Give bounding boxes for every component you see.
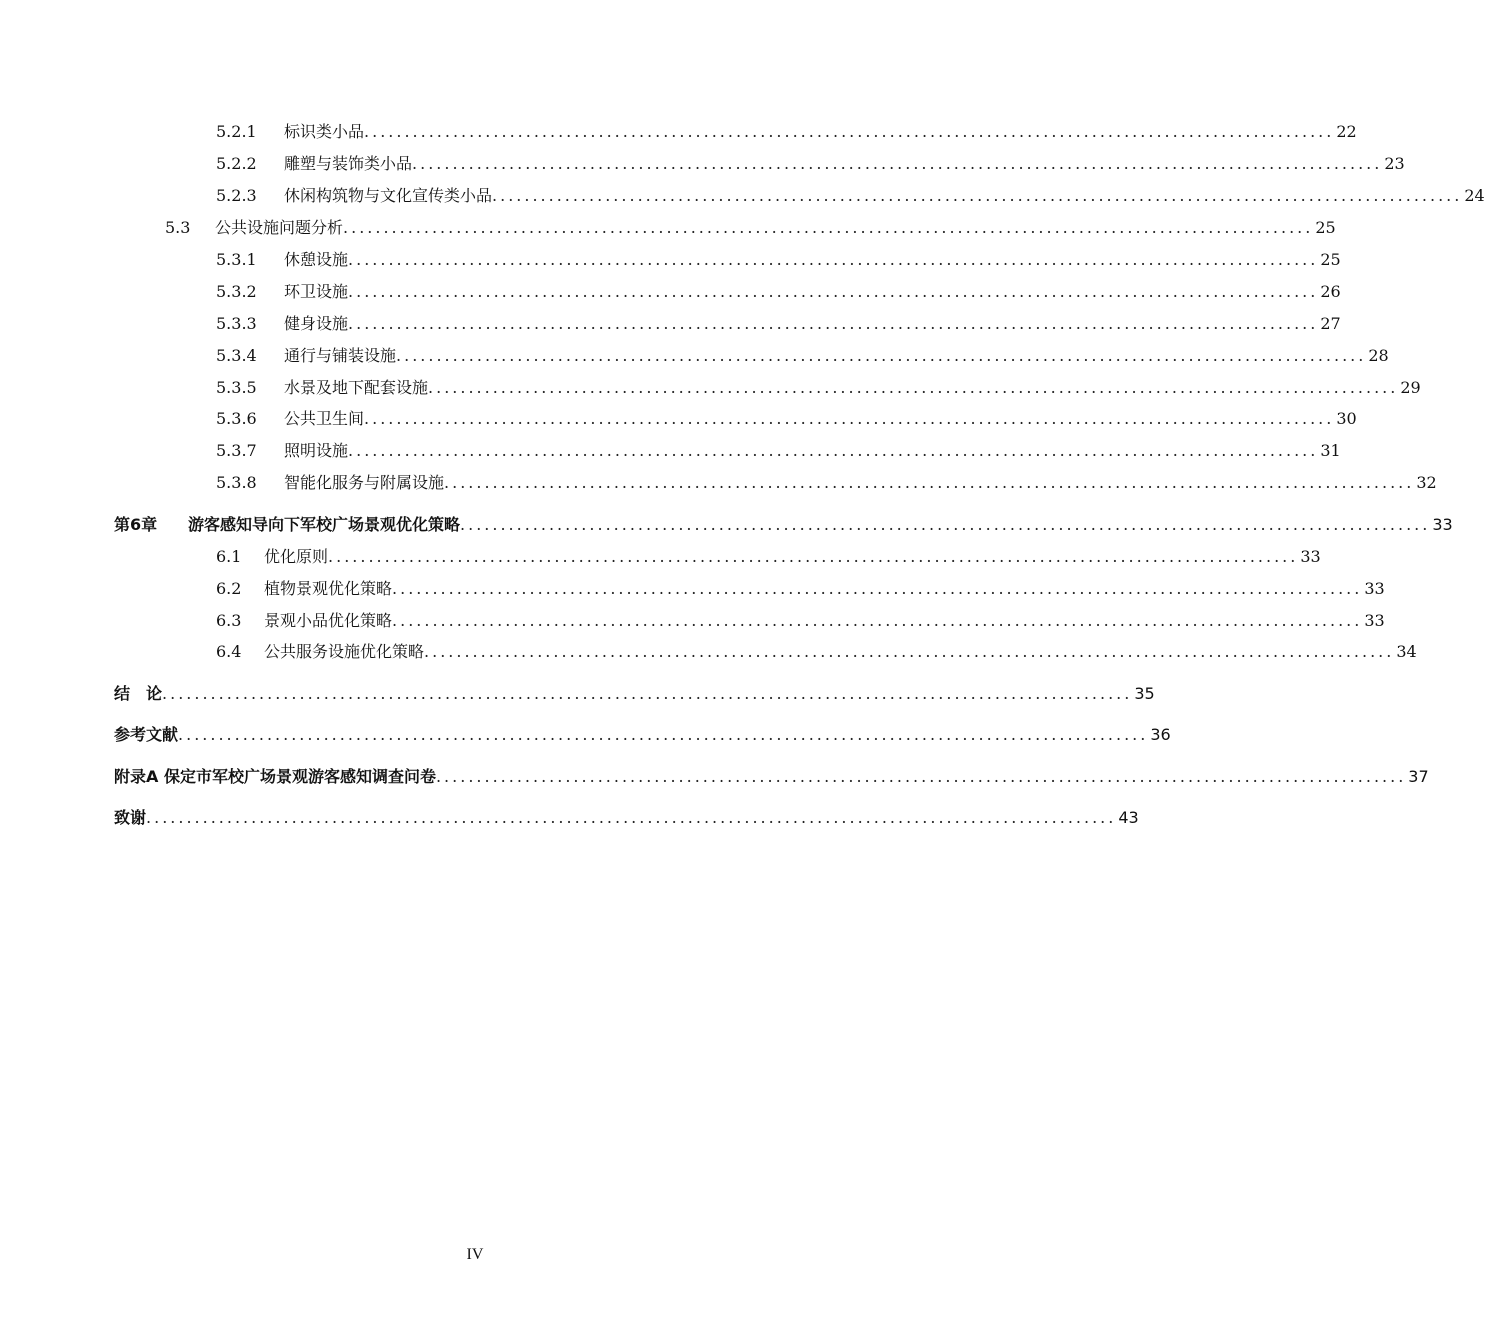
toc-entry-page: 30 bbox=[1336, 409, 1357, 428]
toc-entry-number: 第6章 bbox=[114, 515, 158, 534]
toc-entry-page: 25 bbox=[1315, 218, 1336, 237]
toc-entry-number: 5.2.3 bbox=[216, 186, 257, 205]
toc-entry-page: 32 bbox=[1416, 473, 1437, 492]
toc-leader-dots: ........................................................................................................................ bbox=[364, 409, 1335, 428]
toc-entry-page: 28 bbox=[1368, 346, 1389, 365]
toc-entry[interactable] bbox=[216, 342, 1389, 366]
toc-leader-dots: ........................................................................................................................ bbox=[146, 808, 1117, 827]
toc-entry[interactable] bbox=[216, 607, 1385, 631]
toc-entry-title: 水景及地下配套设施 bbox=[284, 378, 429, 397]
toc-entry-number: 5.3.6 bbox=[216, 409, 257, 428]
toc-entry-number: 5.3.8 bbox=[216, 473, 257, 492]
toc-entry-title: 游客感知导向下军校广场景观优化策略 bbox=[188, 515, 461, 534]
toc-leader-dots: ........................................................................................................................ bbox=[396, 346, 1367, 365]
toc-entry-chapter[interactable] bbox=[114, 511, 1453, 535]
toc-entry-number: 5.3.4 bbox=[216, 346, 257, 365]
toc-entry-number: 5.3.2 bbox=[216, 282, 257, 301]
toc-leader-dots: ........................................................................................................................ bbox=[435, 767, 1407, 786]
toc-entry-number: 6.2 bbox=[216, 579, 242, 598]
toc-entry-page: 34 bbox=[1396, 642, 1417, 661]
toc-leader-dots: ........................................................................................................................ bbox=[178, 725, 1149, 744]
toc-leader-dots: ........................................................................................................................ bbox=[162, 684, 1133, 703]
toc-entry[interactable] bbox=[165, 214, 1336, 238]
toc-entry-page: 33 bbox=[1364, 579, 1385, 598]
toc-entry-number: 5.2.2 bbox=[216, 154, 257, 173]
toc-leader-dots: ........................................................................................................................ bbox=[348, 314, 1319, 333]
toc-leader-dots: ........................................................................................................................ bbox=[460, 515, 1431, 534]
toc-leader-dots: ........................................................................................................................ bbox=[348, 441, 1319, 460]
toc-entry[interactable] bbox=[216, 246, 1341, 270]
toc-entry-title: 休憩设施 bbox=[284, 250, 349, 269]
toc-entry-number: 5.2.1 bbox=[216, 122, 257, 141]
toc-entry-acknowledgements[interactable] bbox=[114, 804, 1139, 828]
toc-entry-title: 致谢 bbox=[114, 808, 147, 827]
toc-entry[interactable] bbox=[216, 543, 1321, 567]
toc-leader-dots: ........................................................................................................................ bbox=[424, 642, 1395, 661]
toc-entry[interactable] bbox=[216, 310, 1341, 334]
toc-leader-dots: ........................................................................................................................ bbox=[412, 154, 1383, 173]
toc-entry-title: 公共设施问题分析 bbox=[215, 218, 344, 237]
toc-entry-page: 36 bbox=[1150, 725, 1171, 744]
toc-entry-number: 6.1 bbox=[216, 547, 242, 566]
toc-entry-title: 环卫设施 bbox=[284, 282, 349, 301]
toc-entry-title: 健身设施 bbox=[284, 314, 349, 333]
toc-entry-page: 29 bbox=[1400, 378, 1421, 397]
toc-entry-number: 5.3.5 bbox=[216, 378, 257, 397]
toc-entry-title: 照明设施 bbox=[284, 441, 349, 460]
toc-leader-dots: ........................................................................................................................ bbox=[392, 611, 1363, 630]
toc-entry-page: 22 bbox=[1336, 122, 1357, 141]
toc-entry[interactable] bbox=[216, 150, 1405, 174]
toc-entry-title: 通行与铺装设施 bbox=[284, 346, 397, 365]
toc-entry[interactable] bbox=[216, 278, 1341, 302]
toc-entry-title: 参考文献 bbox=[114, 725, 179, 744]
toc-entry-number: 5.3.3 bbox=[216, 314, 257, 333]
toc-entry-title: 植物景观优化策略 bbox=[264, 579, 393, 598]
toc-entry-page: 23 bbox=[1384, 154, 1405, 173]
page-number-footer: IV bbox=[466, 1246, 484, 1263]
toc-leader-dots: ........................................................................................................................ bbox=[348, 282, 1319, 301]
toc-entry-appendix[interactable] bbox=[114, 763, 1429, 787]
toc-entry-title: 结 论 bbox=[114, 684, 163, 703]
toc-entry-title: 景观小品优化策略 bbox=[264, 611, 393, 630]
toc-entry-number: 5.3 bbox=[165, 218, 191, 237]
toc-entry-title: 标识类小品 bbox=[284, 122, 365, 141]
toc-entry[interactable] bbox=[216, 118, 1357, 142]
toc-entry[interactable] bbox=[216, 575, 1385, 599]
toc-entry-page: 33 bbox=[1432, 515, 1453, 534]
toc-entry[interactable] bbox=[216, 374, 1421, 398]
toc-entry[interactable] bbox=[216, 469, 1437, 493]
toc-entry-page: 37 bbox=[1408, 767, 1429, 786]
toc-entry-page: 27 bbox=[1320, 314, 1341, 333]
toc-leader-dots: ........................................................................................................................ bbox=[492, 186, 1463, 205]
toc-entry-title: 智能化服务与附属设施 bbox=[284, 473, 445, 492]
toc-entry-page: 31 bbox=[1320, 441, 1341, 460]
toc-leader-dots: ........................................................................................................................ bbox=[392, 579, 1363, 598]
toc-entry-number: 5.3.7 bbox=[216, 441, 257, 460]
toc-entry-title: 公共卫生间 bbox=[284, 409, 365, 428]
toc-entry-title: 雕塑与装饰类小品 bbox=[284, 154, 413, 173]
toc-entry-page: 33 bbox=[1300, 547, 1321, 566]
toc-entry-page: 33 bbox=[1364, 611, 1385, 630]
toc-entry-conclusion[interactable] bbox=[114, 680, 1155, 704]
toc-leader-dots: ........................................................................................................................ bbox=[348, 250, 1319, 269]
toc-entry-title: 优化原则 bbox=[264, 547, 329, 566]
toc-leader-dots: ........................................................................................................................ bbox=[343, 218, 1314, 237]
toc-entry-page: 35 bbox=[1134, 684, 1155, 703]
toc-entry-references[interactable] bbox=[114, 721, 1171, 745]
toc-entry[interactable] bbox=[216, 437, 1341, 461]
toc-leader-dots: ........................................................................................................................ bbox=[444, 473, 1415, 492]
toc-entry[interactable] bbox=[216, 405, 1357, 429]
toc-entry-title: 公共服务设施优化策略 bbox=[264, 642, 425, 661]
toc-entry-page: 25 bbox=[1320, 250, 1341, 269]
toc-entry-page: 26 bbox=[1320, 282, 1341, 301]
toc-entry-title: 附录A 保定市军校广场景观游客感知调查问卷 bbox=[114, 767, 436, 786]
toc-leader-dots: ........................................................................................................................ bbox=[328, 547, 1299, 566]
toc-entry-number: 6.4 bbox=[216, 642, 242, 661]
toc-entry[interactable] bbox=[216, 638, 1417, 662]
toc-entry-title: 休闲构筑物与文化宣传类小品 bbox=[284, 186, 493, 205]
toc-leader-dots: ........................................................................................................................ bbox=[428, 378, 1399, 397]
toc-entry-page: 24 bbox=[1464, 186, 1485, 205]
toc-entry-number: 5.3.1 bbox=[216, 250, 257, 269]
toc-entry[interactable] bbox=[216, 182, 1485, 206]
toc-entry-page: 43 bbox=[1118, 808, 1139, 827]
toc-entry-number: 6.3 bbox=[216, 611, 242, 630]
toc-leader-dots: ........................................................................................................................ bbox=[364, 122, 1335, 141]
